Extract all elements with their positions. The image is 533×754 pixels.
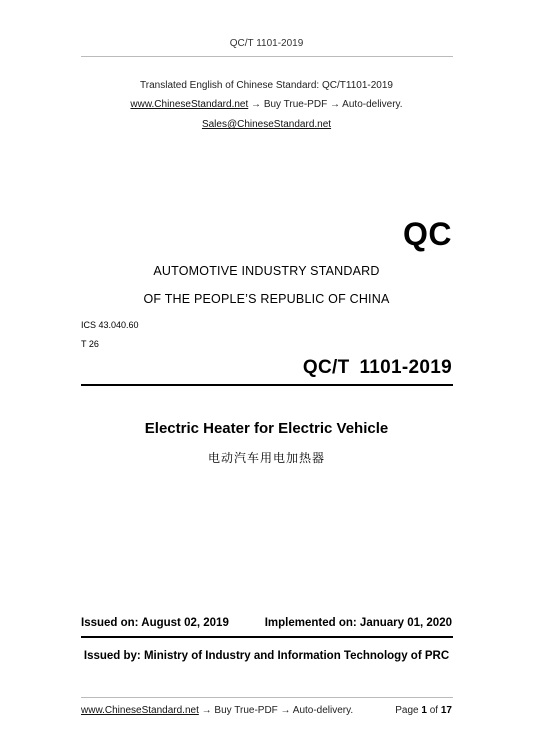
document-title-en: Electric Heater for Electric Vehicle <box>144 420 389 437</box>
footer-site-link[interactable]: www.ChineseStandard.net <box>81 705 199 716</box>
translation-note: Translated English of Chinese Standard: QC/T1101-2019 <box>140 80 393 91</box>
page-indicator <box>395 705 452 716</box>
industry-standard-line1: AUTOMOTIVE INDUSTRY STANDARD <box>153 264 380 278</box>
issuing-authority: Issued by: Ministry of Industry and Information Technology of PRC <box>83 650 450 662</box>
purchase-note <box>0 99 533 110</box>
qc-mark: QC <box>403 216 452 252</box>
purchase-note-text: → Buy True-PDF → Auto-delivery. <box>251 99 403 110</box>
standard-prefix: QC/T <box>302 357 350 378</box>
industry-standard-line2: OF THE PEOPLE’S REPUBLIC OF CHINA <box>143 292 390 306</box>
page-label: Page <box>395 705 419 716</box>
standard-code: 1101-2019 <box>359 357 452 378</box>
footer-purchase-text: → Buy True-PDF → Auto-delivery. <box>201 705 354 716</box>
dates-divider <box>81 636 453 638</box>
implemented-on-date: Implemented on: January 01, 2020 <box>264 617 452 629</box>
email-line <box>0 119 533 130</box>
page-of: of <box>429 705 439 716</box>
page-total: 17 <box>440 705 452 716</box>
ics-code: ICS 43.040.60 <box>81 320 139 330</box>
classification-code: T 26 <box>81 339 99 349</box>
document-title-cn: 电动汽车用电加热器 <box>207 451 325 465</box>
standard-number <box>303 357 452 379</box>
issued-on-date: Issued on: August 02, 2019 <box>81 617 229 629</box>
chinese-standard-link[interactable]: www.ChineseStandard.net <box>130 99 249 110</box>
footer-purchase-note <box>81 705 353 716</box>
title-divider <box>81 384 453 386</box>
header-divider <box>81 56 453 57</box>
page-current: 1 <box>421 705 427 716</box>
footer-divider <box>81 697 453 698</box>
running-header-code: QC/T 1101-2019 <box>229 38 304 49</box>
sales-email-link[interactable]: Sales@ChineseStandard.net <box>201 119 332 130</box>
